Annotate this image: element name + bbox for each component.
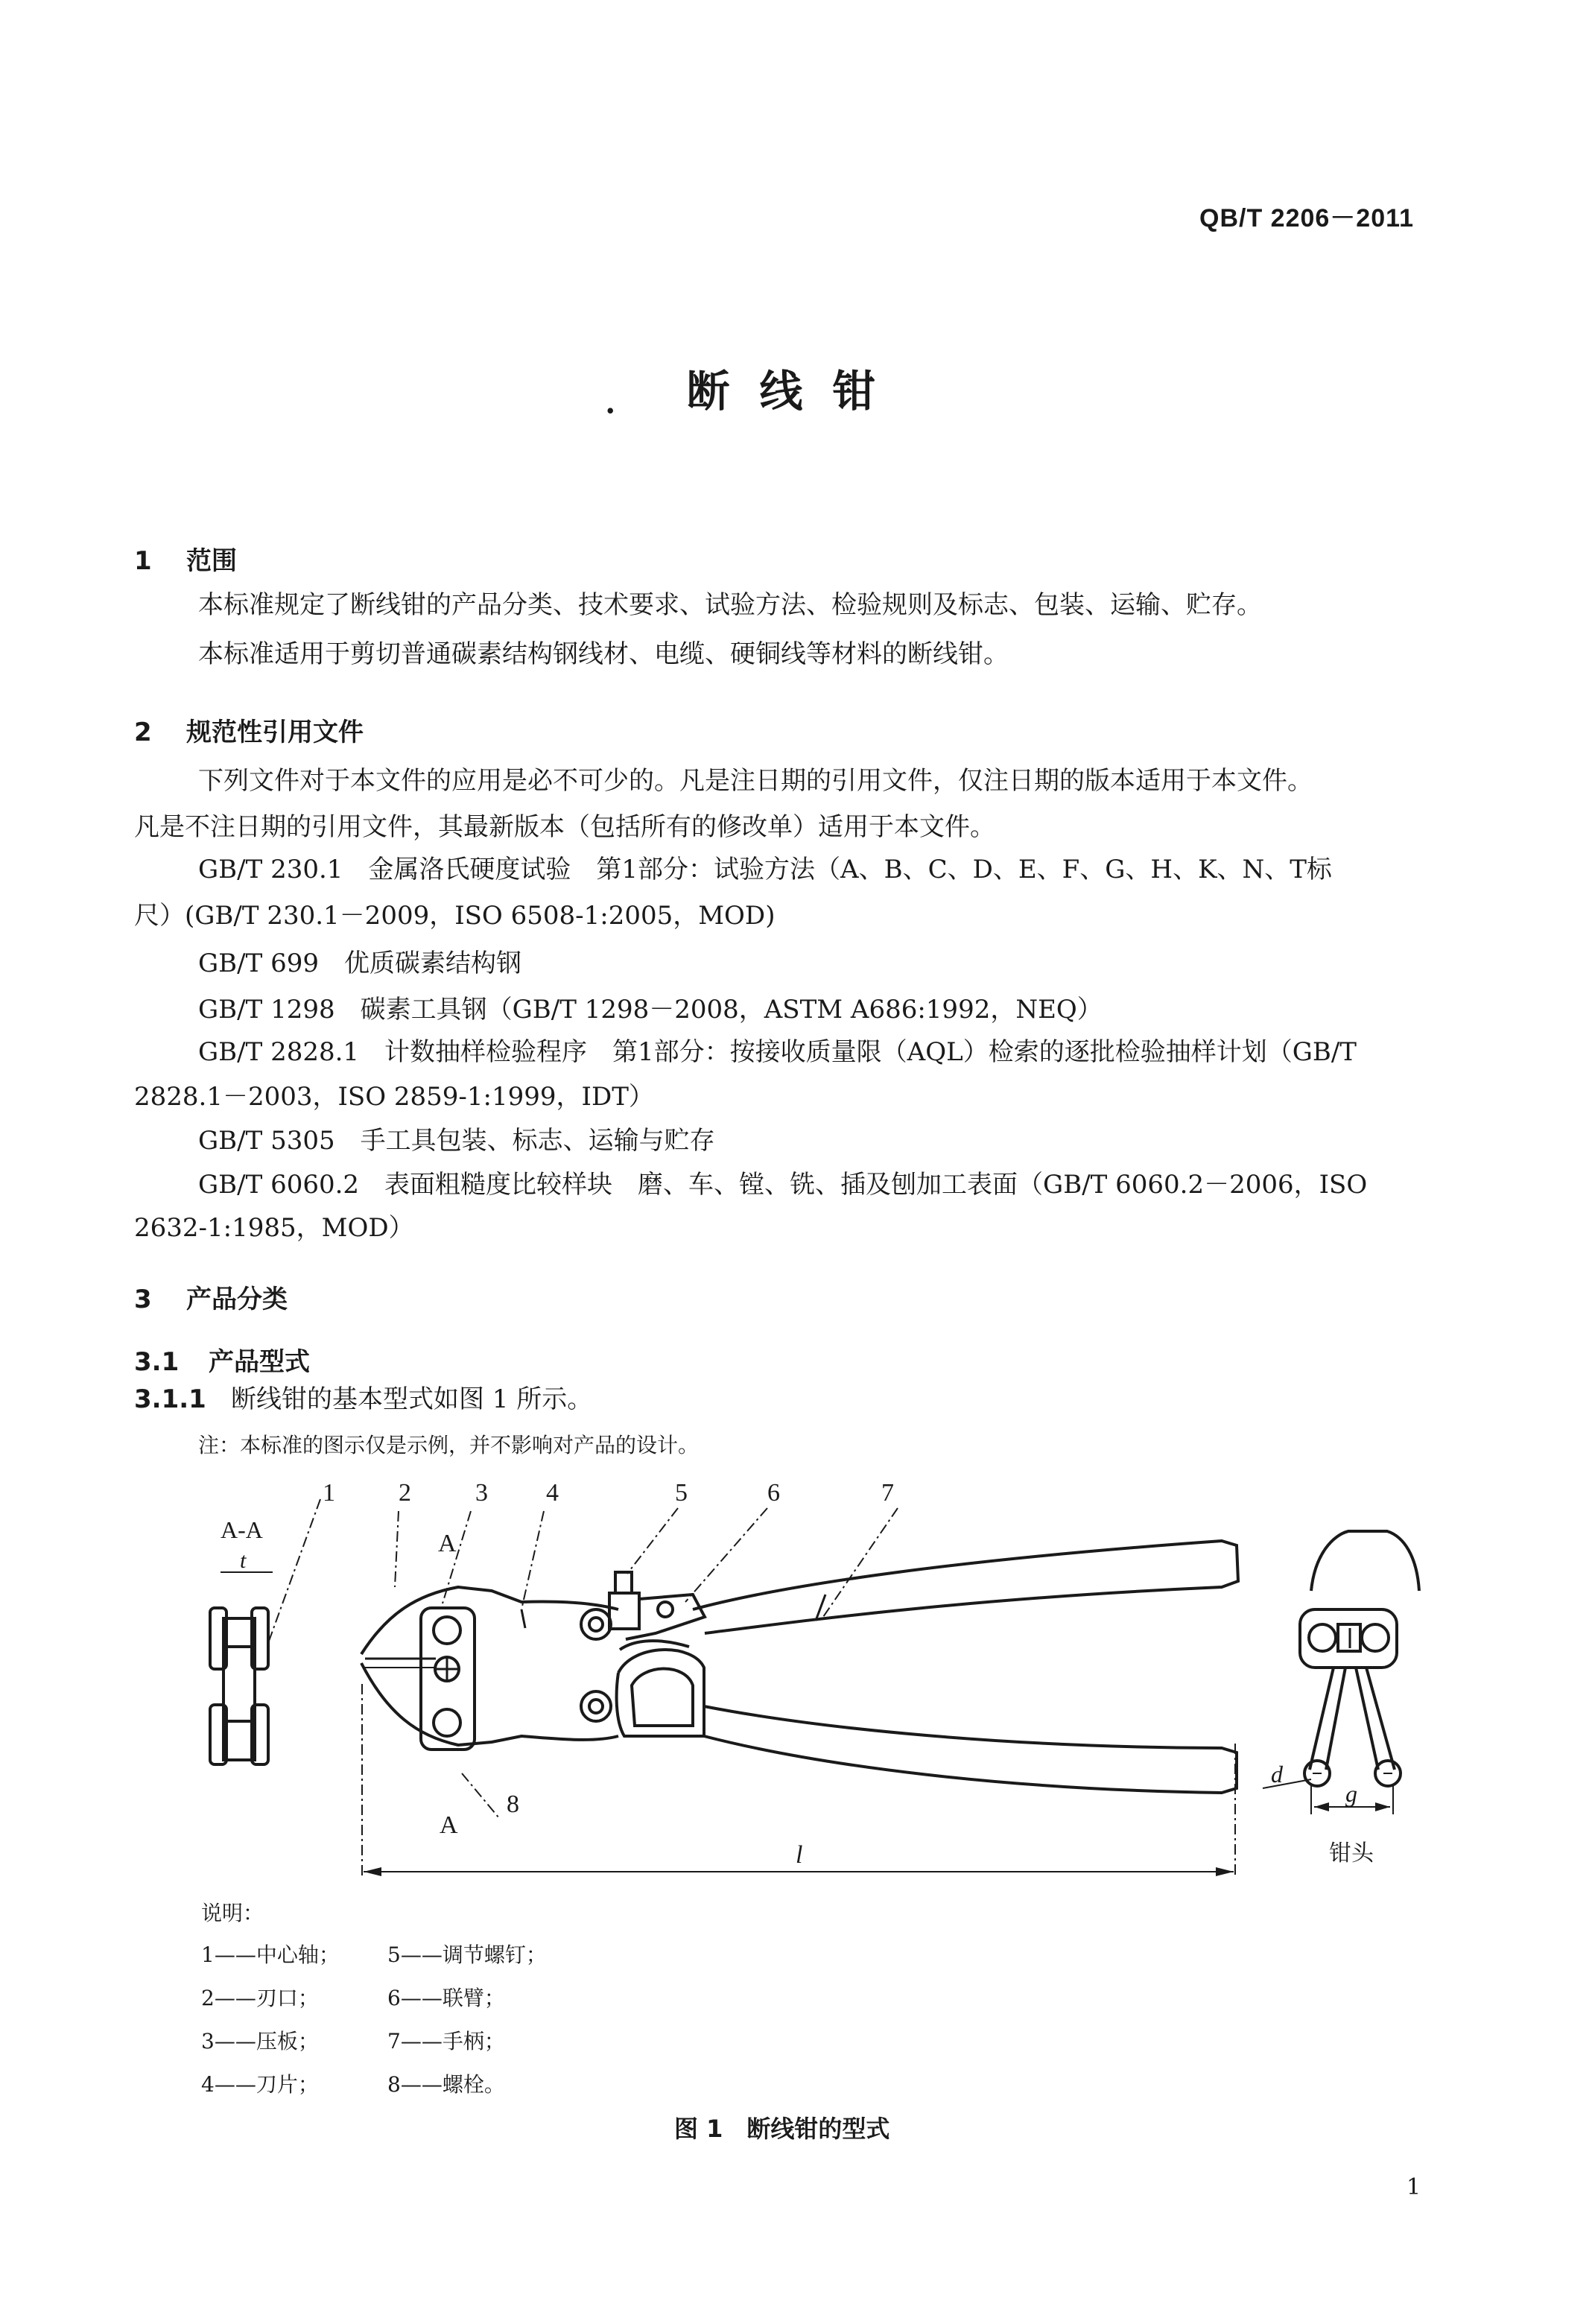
head-caption: 钳头 [1329,1840,1374,1867]
part-label: 4 [546,1479,559,1507]
section-3-number: 3 [134,1285,152,1314]
section-mark-top: A [438,1530,457,1557]
part-label: 7 [881,1479,894,1507]
bolt-cutter-drawing [361,1541,1238,1793]
section-3-1-1-number: 3.1.1 [134,1384,206,1414]
part-label: 8 [507,1791,519,1818]
legend-item: 7——手柄； [387,2029,505,2054]
section-1-paragraph-2: 本标准适用于剪切普通碳素结构钢线材、电缆、硬铜线等材料的断线钳。 [198,639,1009,669]
page-title: 断线钳 [686,366,906,417]
part-label: 3 [475,1479,488,1507]
dim-d-label: d [1271,1761,1283,1788]
cutter-head-view [1263,1531,1419,1814]
bolt-cutter-figure [0,1460,1592,1878]
section-3-1-heading [134,1341,310,1378]
section-3-1-title: 产品型式 [209,1347,310,1377]
part-label: 1 [323,1479,335,1507]
standard-code: QB/T 2206－2011 [1199,204,1415,232]
reference-line: 尺）(GB/T 230.1－2009，ISO 6508-1:2005，MOD) [134,901,776,931]
dim-t-label: t [240,1548,247,1573]
dimension-l [364,1841,1234,1876]
section-2-number: 2 [134,718,152,747]
dim-l-label: l [796,1841,803,1869]
section-3-1-1-text: 断线钳的基本型式如图 1 所示。 [231,1384,593,1414]
section-2-heading [134,712,364,748]
section-3-1-1 [134,1384,592,1414]
legend-item: 4——刀片； [201,2072,319,2097]
legend-item: 2——刃口； [201,1986,319,2010]
section-label-aa: A-A [221,1516,263,1543]
page-number: 1 [1407,2174,1421,2200]
reference-line: GB/T 5305 手工具包装、标志、运输与贮存 [198,1126,715,1156]
reference-line: 2632-1:1985，MOD） [134,1213,414,1243]
figure-note: 注：本标准的图示仅是示例，并不影响对产品的设计。 [198,1433,700,1457]
reference-line: GB/T 6060.2 表面粗糙度比较样块 磨、车、镗、铣、插及刨加工表面（GB/T 6060.2－2006，ISO [198,1170,1368,1200]
legend-item: 8——螺栓。 [387,2072,505,2097]
section-mark-bottom: A [440,1811,458,1839]
reference-line: GB/T 230.1 金属洛氏硬度试验 第1部分：试验方法（A、B、C、D、E、F、G、H、K、N、T标 [198,855,1332,884]
figure-caption: 图 1 断线钳的型式 [674,2115,890,2143]
reference-line: GB/T 699 优质碳素结构钢 [198,949,521,978]
section-2-paragraph-1a: 下列文件对于本文件的应用是必不可少的。凡是注日期的引用文件，仅注日期的版本适用于本文件。 [198,766,1313,796]
legend-item: 6——联臂； [387,1986,505,2010]
legend-item: 3——压板； [201,2029,319,2054]
part-label: 5 [675,1479,688,1507]
part-label: 2 [399,1479,411,1507]
section-3-heading [134,1279,288,1315]
legend-item: 1——中心轴； [201,1943,340,1967]
section-aa-view [210,1608,268,1764]
legend-item: 5——调节螺钉； [387,1943,547,1967]
part-label: 6 [767,1479,780,1507]
section-3-1-number: 3.1 [134,1347,180,1377]
dim-g-label: g [1345,1780,1357,1807]
section-1-number: 1 [134,546,152,576]
section-1-paragraph-1: 本标准规定了断线钳的产品分类、技术要求、试验方法、检验规则及标志、包装、运输、贮存。 [198,590,1262,620]
section-3-title: 产品分类 [186,1285,288,1314]
section-1-heading [134,540,237,577]
reference-line: GB/T 1298 碳素工具钢（GB/T 1298－2008，ASTM A686:1992，NEQ） [198,995,1103,1025]
reference-line: GB/T 2828.1 计数抽样检验程序 第1部分：按接收质量限（AQL）检索的逐批检验抽样计划（GB/T [198,1037,1357,1067]
section-2-paragraph-1b: 凡是不注日期的引用文件，其最新版本（包括所有的修改单）适用于本文件。 [134,812,995,842]
reference-line: 2828.1－2003，ISO 2859-1:1999，IDT） [134,1082,654,1112]
legend-title: 说明： [201,1901,264,1925]
section-1-title: 范围 [186,546,237,576]
section-2-title: 规范性引用文件 [186,718,364,747]
title-dot: . [603,373,618,423]
